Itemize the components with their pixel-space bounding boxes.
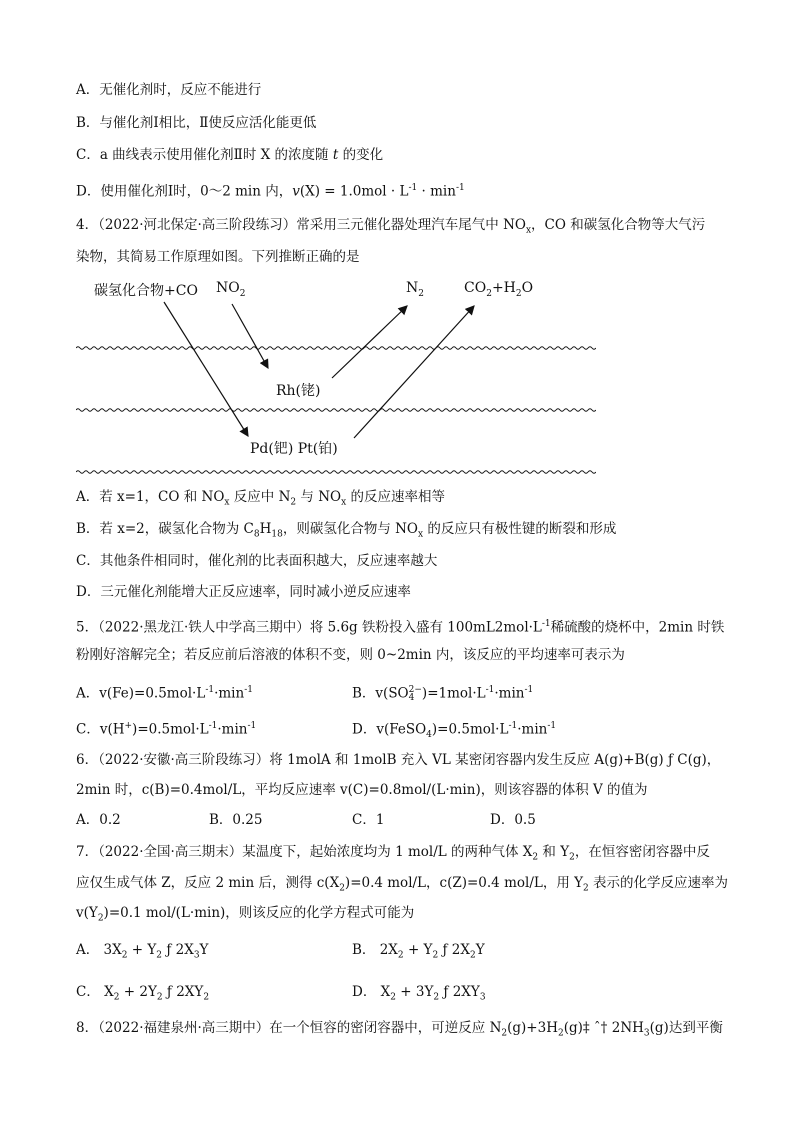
q7-stem-line1: 7．（2022·全国·高三期末）某温度下，起始浓度均为 1 mol/L 的两种气体 $X_2$ 和 $Y_2$，在恒容密闭容器中反 xyxy=(76,844,710,863)
q5-option-b: B．v(SO 2− 4 )$=1mol\cdot L^{-1}\cdot\min^{-1}$ xyxy=(352,685,534,703)
q3-option-c: C．a 曲线表示使用催化剂Ⅱ时 X 的浓度随 t 的变化 xyxy=(76,147,384,163)
label-pd-pt: Pd(钯) Pt(铂) xyxy=(250,441,338,457)
q4-option-b: B．若 x=2，碳氢化合物为 $C_8H_{18}$，则碳氢化合物与 $NO_x$ 的反应只有极性键的断裂和形成 xyxy=(76,521,617,540)
q4-stem-line1: 4．（2022·河北保定·高三阶段练习）常采用三元催化器处理汽车尾气中 $NO_x$，CO 和碳氢化合物等大气污 xyxy=(76,217,706,236)
label-no2: $NO_2$ xyxy=(216,280,246,299)
arrow-hydrocarbon-to-pd xyxy=(164,302,248,436)
arrow-pt-to-co2 xyxy=(354,306,474,438)
q3-option-d: D．使用催化剂Ⅰ时，0～2 min 内，$v(X) = 1.0mol \cdot L^{-1} \cdot \min^{-1}$ xyxy=(76,183,465,200)
wavy-divider-top xyxy=(76,347,596,350)
q7-option-b: B． $2X_2 + Y_2$ ƒ $2X_2Y$ xyxy=(352,942,485,961)
q7-stem-line2: 应仅生成气体 Z，反应 2 min 后，测得 $c(X_2)=0.4$ mol/L，c(Z)=0.4 mol/L，用 $Y_2$ 表示的化学反应速率为 xyxy=(76,875,729,894)
arrow-rh-to-n2 xyxy=(332,306,407,378)
q6-option-c: C．1 xyxy=(352,812,385,828)
q3-option-b: B．与催化剂Ⅰ相比，Ⅱ使反应活化能更低 xyxy=(76,115,317,131)
q4-option-a: A．若 x=1，CO 和 $NO_x$ 反应中 $N_2$ 与 $NO_x$ 的反应速率相等 xyxy=(76,489,445,508)
catalyst-diagram xyxy=(76,276,596,481)
q6-stem-line1: 6．（2022·安徽·高三阶段练习）将 1molA 和 1molB 充入 VL 某密闭容器内发生反应 A(g)+B(g) ƒ C(g)， xyxy=(76,752,721,768)
q3-option-a: A．无催化剂时，反应不能进行 xyxy=(76,82,262,98)
q7-option-d: D． $X_2 + 3Y_2$ ƒ $2XY_3$ xyxy=(352,984,486,1003)
wavy-divider-bottom xyxy=(76,471,596,474)
q5-option-a: A．$v(Fe)=0.5mol\cdot L^{-1}\cdot\min^{-1}$ xyxy=(76,685,253,702)
wavy-divider-middle xyxy=(76,409,596,412)
q7-option-c: C． $X_2 + 2Y_2$ ƒ $2XY_2$ xyxy=(76,984,210,1003)
label-hydrocarbon-co: 碳氢化合物+CO xyxy=(94,283,198,299)
q6-stem-line2: 2min 时，c(B)=0.4mol/L，平均反应速率 v(C)=0.8mol/(L·min)，则该容器的体积 V 的值为 xyxy=(76,782,648,798)
q5-option-d: D．$v(FeSO_4)=0.5mol\cdot L^{-1}\cdot\min^{-1}$ xyxy=(352,721,557,741)
q8-stem-line1: 8．（2022·福建泉州·高三期中）在一个恒容的密闭容器中，可逆反应 $N_2(g)+3H_2(g)\ddagger$ ˆ† $2NH_3(g)$达到平衡 xyxy=(76,1020,723,1039)
q4-option-d: D．三元催化剂能增大正反应速率，同时减小逆反应速率 xyxy=(76,584,411,600)
q5-stem-line2: 粉刚好溶解完全；若反应前后溶液的体积不变，则 0~2min 内，该反应的平均速率可表示为 xyxy=(76,647,625,663)
arrow-no2-to-rh xyxy=(232,304,268,368)
q6-option-b: B．0.25 xyxy=(209,812,263,828)
q6-option-a: A．0.2 xyxy=(76,812,121,828)
label-co2-h2o: $CO_2+H_2O$ xyxy=(464,280,534,299)
q4-stem-line2: 染物，其简易工作原理如图。下列推断正确的是 xyxy=(76,249,360,265)
q5-option-c: C．$v(H^+)=0.5mol\cdot L^{-1}\cdot\min^{-1}$ xyxy=(76,721,257,738)
q6-option-d: D．0.5 xyxy=(490,812,536,828)
q7-option-a: A． $3X_2 + Y_2$ ƒ $2X_3Y$ xyxy=(76,942,209,961)
q7-stem-line3: $v(Y_2)=0.1$ mol/(L·min)，则该反应的化学方程式可能为 xyxy=(76,905,415,924)
label-rh: Rh(铑) xyxy=(276,383,321,399)
q4-option-c: C．其他条件相同时，催化剂的比表面积越大，反应速率越大 xyxy=(76,553,438,569)
label-n2: $N_2$ xyxy=(406,280,424,299)
q5-stem-line1: 5．（2022·黑龙江·铁人中学高三期中）将 5.6g 铁粉投入盛有 $100mL2mol\cdot L^{-1}$稀硫酸的烧杯中，2min 时铁 xyxy=(76,619,725,636)
